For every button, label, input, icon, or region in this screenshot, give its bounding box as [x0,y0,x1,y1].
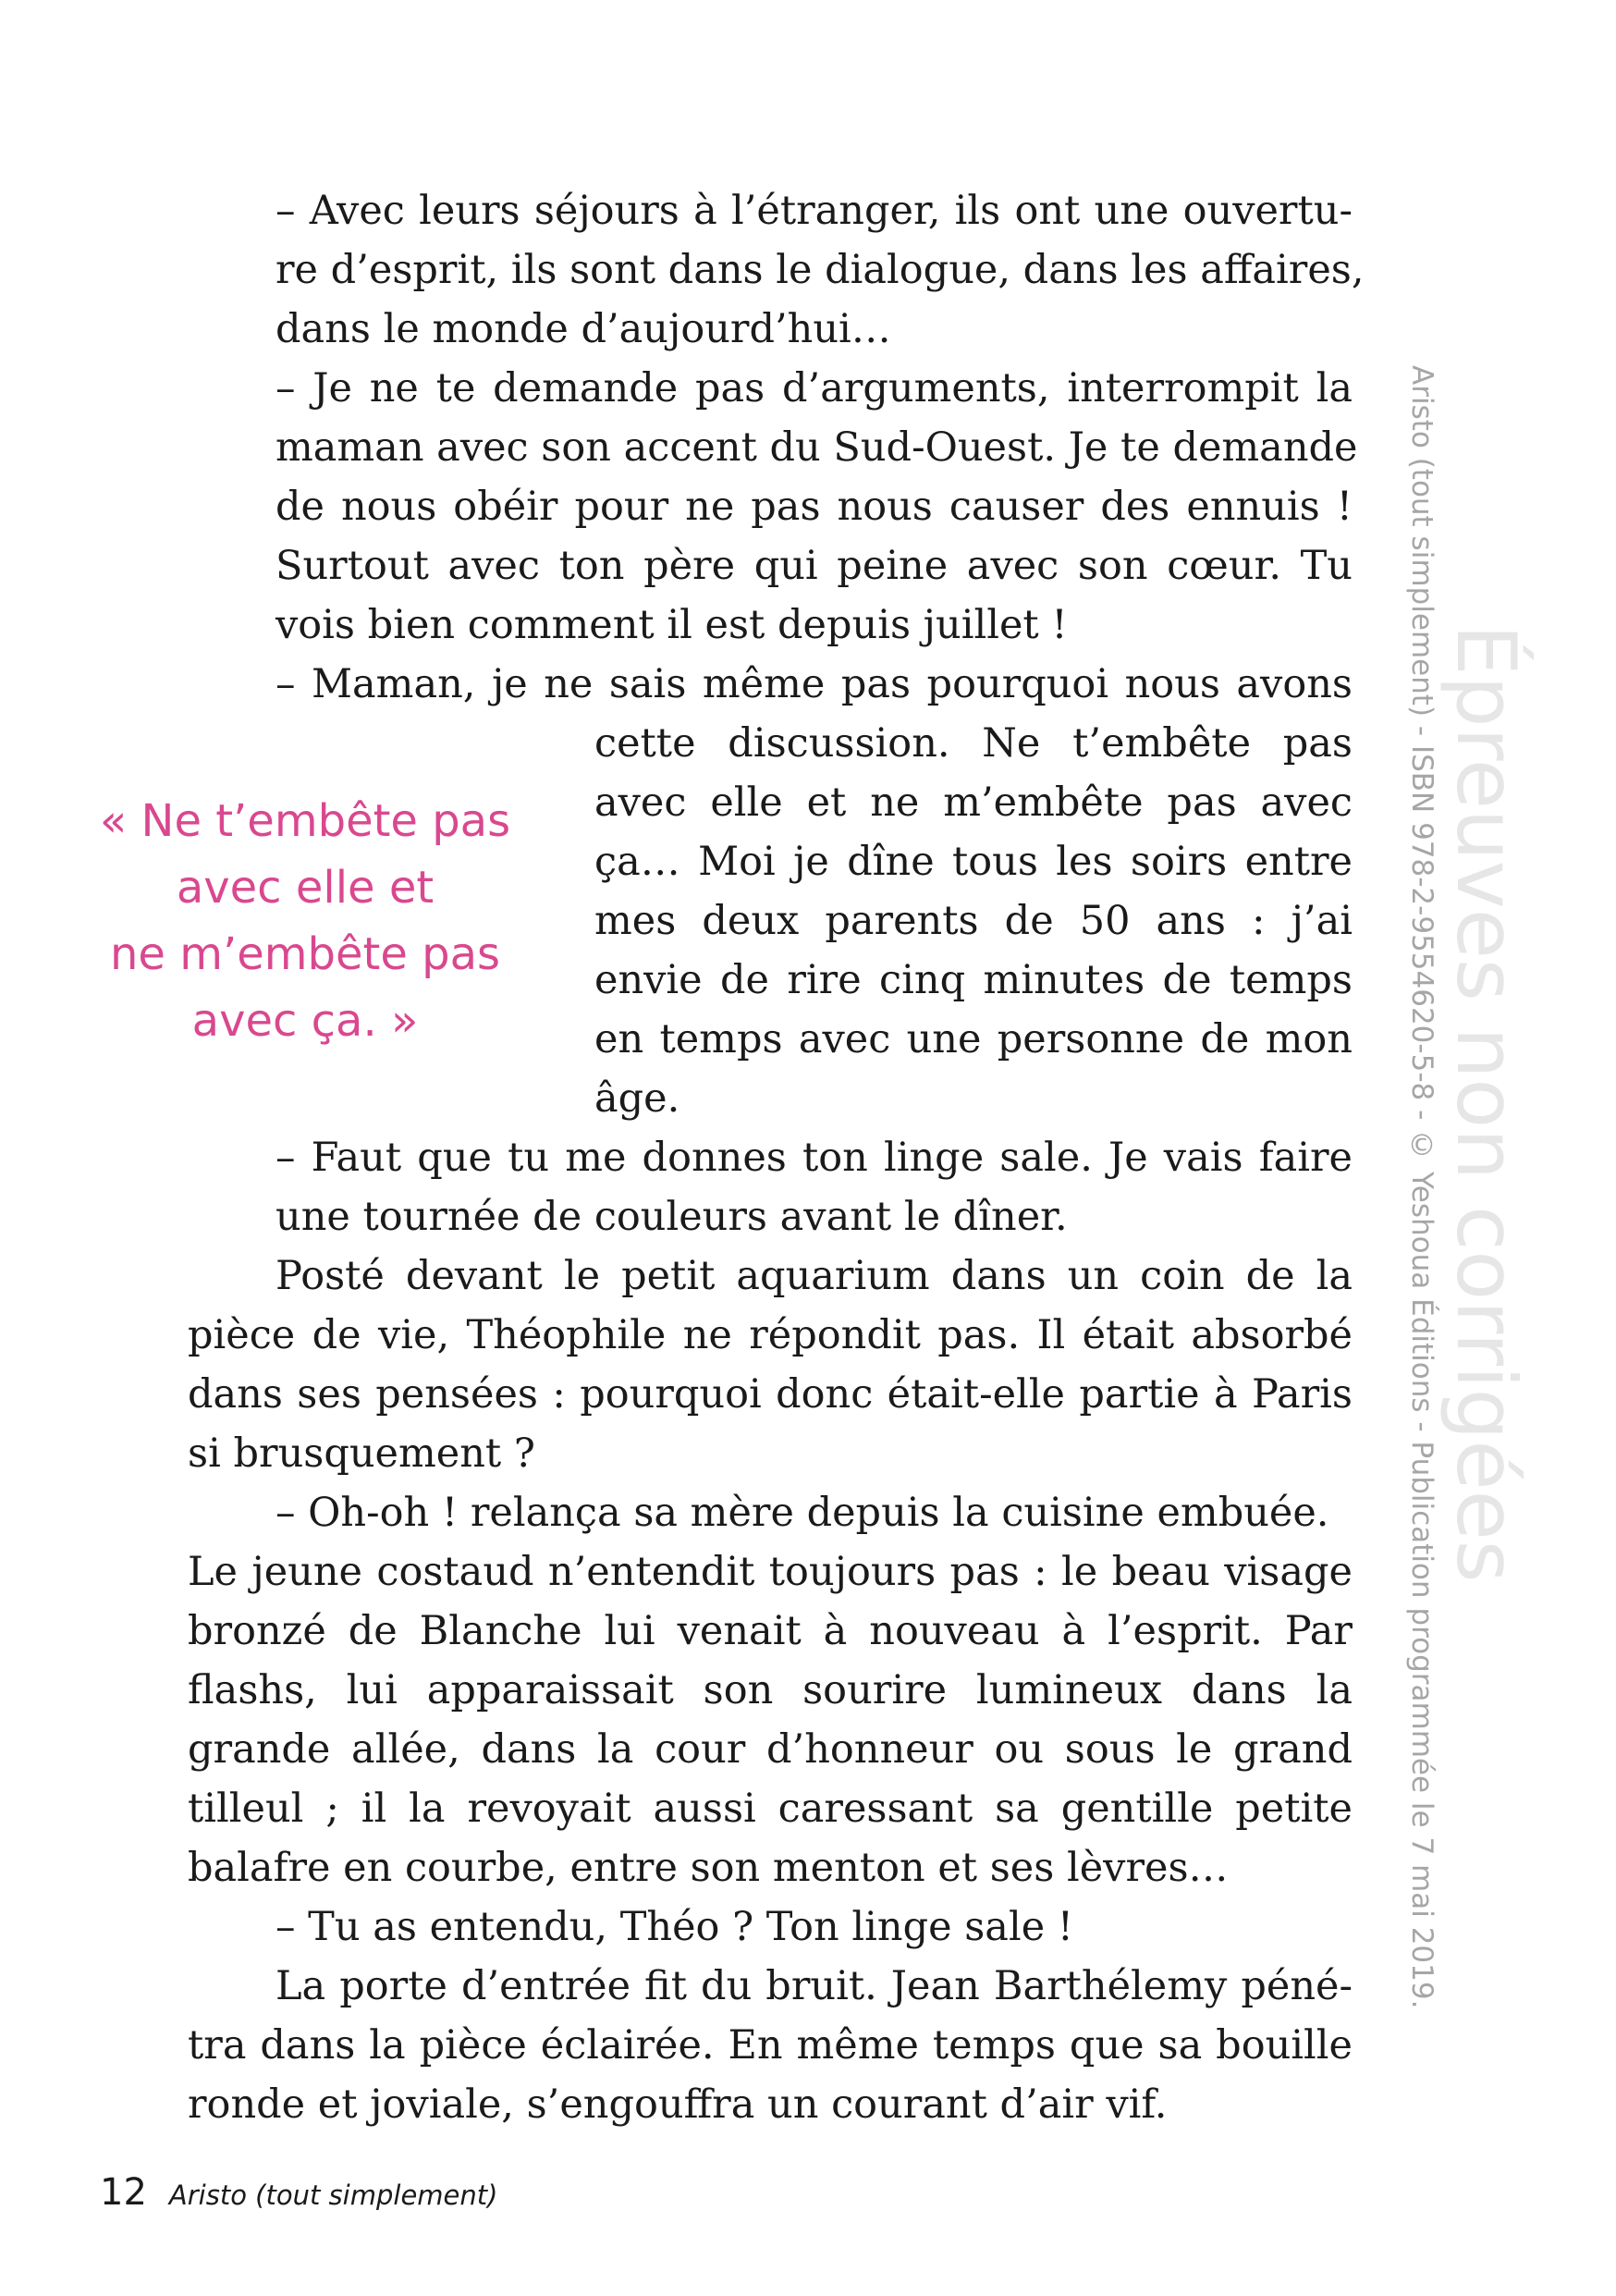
body-line: Surtout avec ton père qui peine avec son cœur. Tu [275,543,1353,589]
body-line: bronzé de Blanche lui venait à nouveau à l’esprit. Par [188,1608,1353,1654]
body-line: tilleul ; il la revoyait aussi caressant sa gentille petite [188,1786,1353,1832]
body-line: si brusquement ? [188,1430,535,1477]
body-line: mes deux parents de 50 ans : j’ai [594,898,1353,944]
body-line: La porte d’entrée fit du bruit. Jean Barthélemy péné- [275,1963,1353,2009]
publication-notice: Aristo (tout simplement) - ISBN 978-2-9554620-5-8 - © Yeshoua Éditions - Publication programmée le 7 mai 2019. [1405,365,1438,2009]
body-line: Le jeune costaud n’entendit toujours pas : le beau visage [188,1549,1353,1595]
body-line: dans ses pensées : pourquoi donc était-elle partie à Paris [188,1371,1353,1418]
body-line: vois bien comment il est depuis juillet ! [275,602,1068,648]
running-title: Aristo (tout simplement) [168,2179,498,2211]
body-line: balafre en courbe, entre son menton et ses lèvres… [188,1845,1229,1891]
body-line: re d’esprit, ils sont dans le dialogue, dans les affaires, [275,247,1365,293]
body-line: de nous obéir pour ne pas nous causer des ennuis ! [275,484,1353,530]
pull-quote-line: ne m’embête pas [109,928,500,980]
pull-quote-line: avec elle et [176,862,435,914]
body-line: grande allée, dans la cour d’honneur ou sous le grand [188,1726,1353,1773]
body-line: envie de rire cinq minutes de temps [594,957,1353,1003]
pull-quote-line: « Ne t’embête pas [99,795,511,847]
body-line: maman avec son accent du Sud-Ouest. Je te demande [275,424,1358,471]
body-line: cette discussion. Ne t’embête pas [594,720,1353,767]
body-line: une tournée de couleurs avant le dîner. [275,1194,1068,1240]
body-line: – Oh-oh ! relança sa mère depuis la cuisine embuée. [275,1490,1329,1536]
body-line: ronde et joviale, s’engouffra un courant d’air vif. [188,2081,1168,2128]
body-line: en temps avec une personne de mon [594,1016,1353,1062]
body-line: dans le monde d’aujourd’hui… [275,306,891,352]
body-line: Posté devant le petit aquarium dans un coin de la [275,1253,1353,1299]
pull-quote-line: avec ça. » [191,995,419,1047]
body-line: pièce de vie, Théophile ne répondit pas. Il était absorbé [188,1312,1353,1358]
proof-watermark: Épreuves non corrigées [1438,624,1534,1583]
body-line: – Tu as entendu, Théo ? Ton linge sale ! [275,1904,1074,1950]
page-footer [100,2171,497,2217]
body-line: âge. [594,1075,680,1122]
body-line: avec elle et ne m’embête pas avec [594,780,1353,826]
body-line: – Je ne te demande pas d’arguments, interrompit la [275,365,1353,411]
proof-sidebar [1405,365,1535,2009]
body-line: – Faut que tu me donnes ton linge sale. Je vais faire [275,1135,1353,1181]
body-line: – Avec leurs séjours à l’étranger, ils ont une ouvertu- [275,188,1353,234]
page-number: 12 [100,2171,147,2214]
body-line: flashs, lui apparaissait son sourire lumineux dans la [188,1667,1353,1713]
body-line: tra dans la pièce éclairée. En même temps que sa bouille [188,2022,1353,2069]
body-line: – Maman, je ne sais même pas pourquoi nous avons [275,661,1353,707]
body-line: ça… Moi je dîne tous les soirs entre [594,839,1353,885]
pull-quote [65,788,545,1054]
